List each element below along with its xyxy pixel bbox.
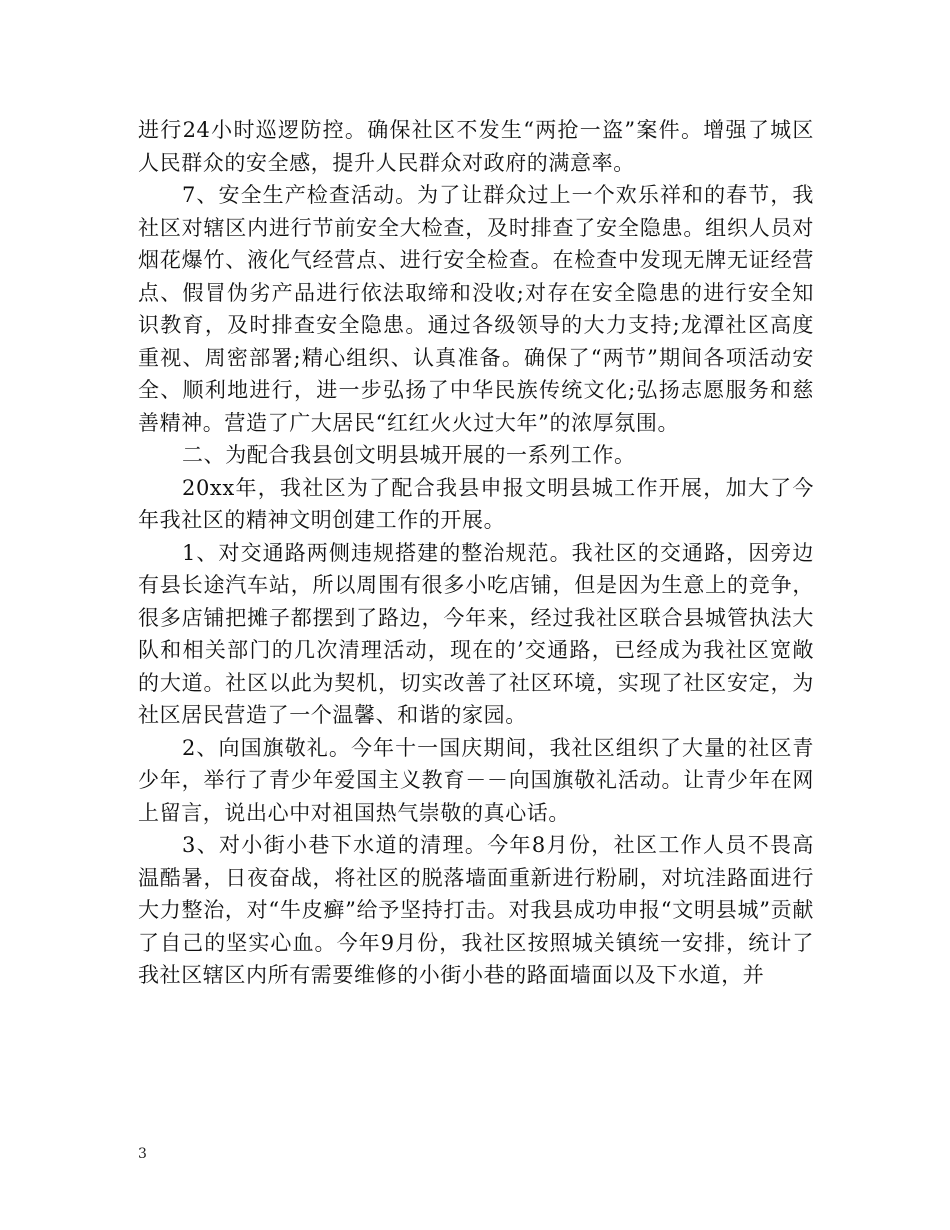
paragraph-safety-inspection: 7、安全生产检查活动。为了让群众过上一个欢乐祥和的春节，我社区对辖区内进行节前安全大检查，及时排查了安全隐患。组织人员对烟花爆竹、液化气经营点、进行安全检查。在检查中发现无牌无证经营点、假冒伪劣产品进行依法取缔和没收;对存在安全隐患的进行安全知识教育，及时排查安全隐患。通过各级领导的大力支持;龙潭社区高度重视、周密部署;精心组织、认真准备。确保了“两节”期间各项活动安全、顺利地进行，进一步弘扬了中华民族传统文化;弘扬志愿服务和慈善精神。营造了广大居民“红红火火过大年”的浓厚氛围。 <box>138 183 814 435</box>
paragraph-continuation: 进行24小时巡逻防控。确保社区不发生“两抢一盗”案件。增强了城区人民群众的安全感，提升人民群众对政府的满意率。 <box>138 118 814 175</box>
paragraph-intro-civilized-county: 20xx年，我社区为了配合我县申报文明县城工作开展，加大了今年我社区的精神文明创建工作的开展。 <box>138 475 814 532</box>
paragraph-road-rectification: 1、对交通路两侧违规搭建的整治规范。我社区的交通路，因旁边有县长途汽车站，所以周围有很多小吃店铺，但是因为生意上的竞争，很多店铺把摊子都摆到了路边，今年来，经过我社区联合县城管执法大队和相关部门的几次清理活动，现在的’交通路，已经成为我社区宽敞的大道。社区以此为契机，切实改善了社区环境，实现了社区安定，为社区居民营造了一个温馨、和谐的家园。 <box>138 540 814 727</box>
page-number: 3 <box>138 1146 147 1162</box>
paragraph-flag-salute: 2、向国旗敬礼。今年十一国庆期间，我社区组织了大量的社区青少年，举行了青少年爱国主义教育－－向国旗敬礼活动。让青少年在网上留言，说出心中对祖国热气崇敬的真心话。 <box>138 735 814 825</box>
section-heading-civilized-county: 二、为配合我县创文明县城开展的一系列工作。 <box>182 443 636 467</box>
paragraph-drain-cleaning: 3、对小街小巷下水道的清理。今年8月份，社区工作人员不畏高温酷暑，日夜奋战，将社区的脱落墙面重新进行粉刷，对坑洼路面进行大力整治，对“牛皮癣”给予坚持打击。对我县成功申报“文明县城”贡献了自己的坚实心血。今年9月份，我社区按照城关镇统一安排，统计了我社区辖区内所有需要维修的小街小巷的路面墙面以及下水道，并 <box>138 833 814 987</box>
document-body <box>138 114 814 992</box>
